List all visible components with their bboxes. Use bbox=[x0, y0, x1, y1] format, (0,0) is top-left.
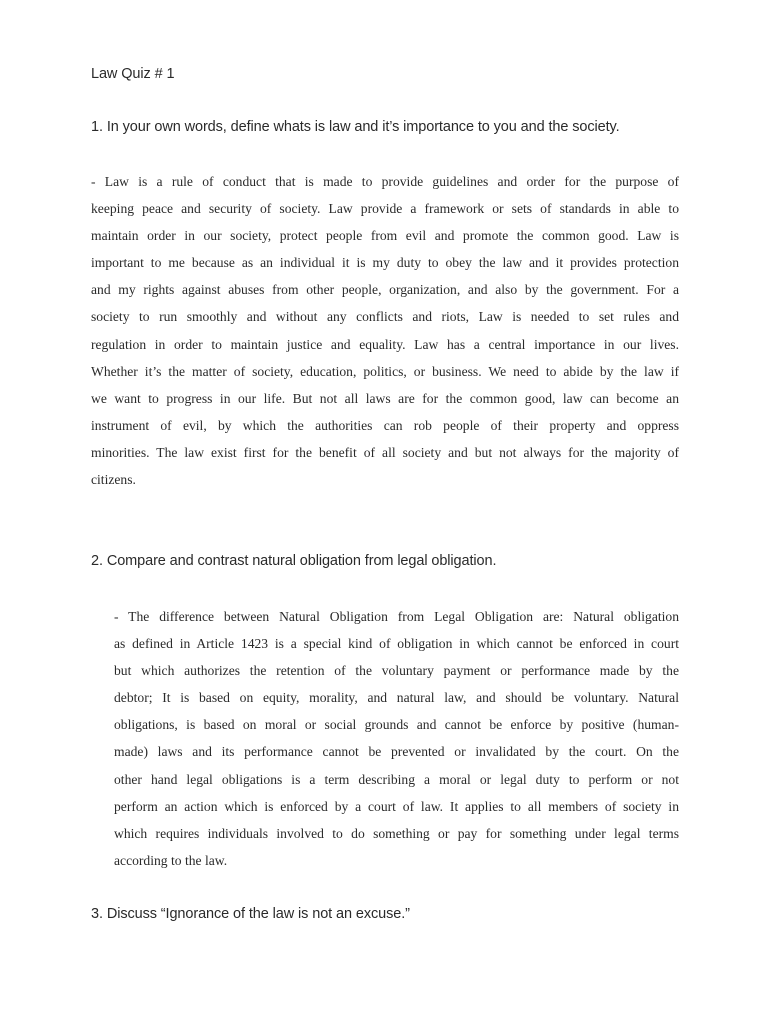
answer-2-line: but which authorizes the retention of the voluntary payment or performance made by the bbox=[114, 663, 679, 679]
answer-1-line: we want to progress in our life. But not all laws are for the common good, law can become an bbox=[91, 390, 679, 406]
answer-1-line: regulation in order to maintain justice and equality. Law has a central importance in our lives. bbox=[91, 336, 679, 352]
answer-1-line: instrument of evil, by which the authorities can rob people of their property and oppress bbox=[91, 417, 679, 433]
answer-1-line: society to run smoothly and without any conflicts and riots, Law is needed to set rules and bbox=[91, 309, 679, 325]
answer-2-line: - The difference between Natural Obligation from Legal Obligation are: Natural obligation bbox=[114, 609, 679, 624]
answer-1-line: citizens. bbox=[91, 472, 136, 488]
question-2: 2. Compare and contrast natural obligation from legal obligation. bbox=[91, 553, 497, 569]
answer-1-line: maintain order in our society, protect people from evil and promote the common good. Law is bbox=[91, 228, 679, 244]
answer-2-line: debtor; It is based on equity, morality, and natural law, and should be voluntary. Natural bbox=[114, 690, 679, 706]
answer-2-line: according to the law. bbox=[114, 852, 228, 868]
answer-2 bbox=[114, 603, 679, 874]
answer-2-line: which requires individuals involved to do something or pay for something under legal terms bbox=[114, 825, 679, 841]
answer-1-line: Whether it’s the matter of society, education, politics, or business. We need to abide by the law if bbox=[91, 363, 679, 379]
answer-2-line: perform an action which is enforced by a court of law. It applies to all members of society in bbox=[114, 798, 679, 814]
answer-1-line: keeping peace and security of society. Law provide a framework or sets of standards in able to bbox=[91, 201, 679, 217]
answer-2-line: made) laws and its performance cannot be prevented or invalidated by the court. On the bbox=[114, 744, 679, 760]
answer-1-line: and my rights against abuses from other people, organization, and also by the government. For a bbox=[91, 282, 679, 298]
question-3: 3. Discuss “Ignorance of the law is not an excuse.” bbox=[91, 906, 410, 922]
answer-1-line: minorities. The law exist first for the benefit of all society and but not always for the majority of bbox=[91, 444, 679, 460]
answer-1-line: - Law is a rule of conduct that is made to provide guidelines and order for the purpose of bbox=[91, 174, 679, 189]
answer-2-line: as defined in Article 1423 is a special kind of obligation in which cannot be enforced in court bbox=[114, 636, 679, 652]
answer-1-line: important to me because as an individual it is my duty to obey the law and it provides protection bbox=[91, 255, 679, 271]
answer-1 bbox=[91, 168, 679, 493]
question-1: 1. In your own words, define whats is law and it’s importance to you and the society. bbox=[91, 119, 620, 135]
answer-2-line: other hand legal obligations is a term describing a moral or legal duty to perform or not bbox=[114, 771, 679, 787]
document-title: Law Quiz # 1 bbox=[91, 66, 175, 82]
answer-2-line: obligations, is based on moral or social grounds and cannot be enforce by positive (human- bbox=[114, 717, 679, 733]
